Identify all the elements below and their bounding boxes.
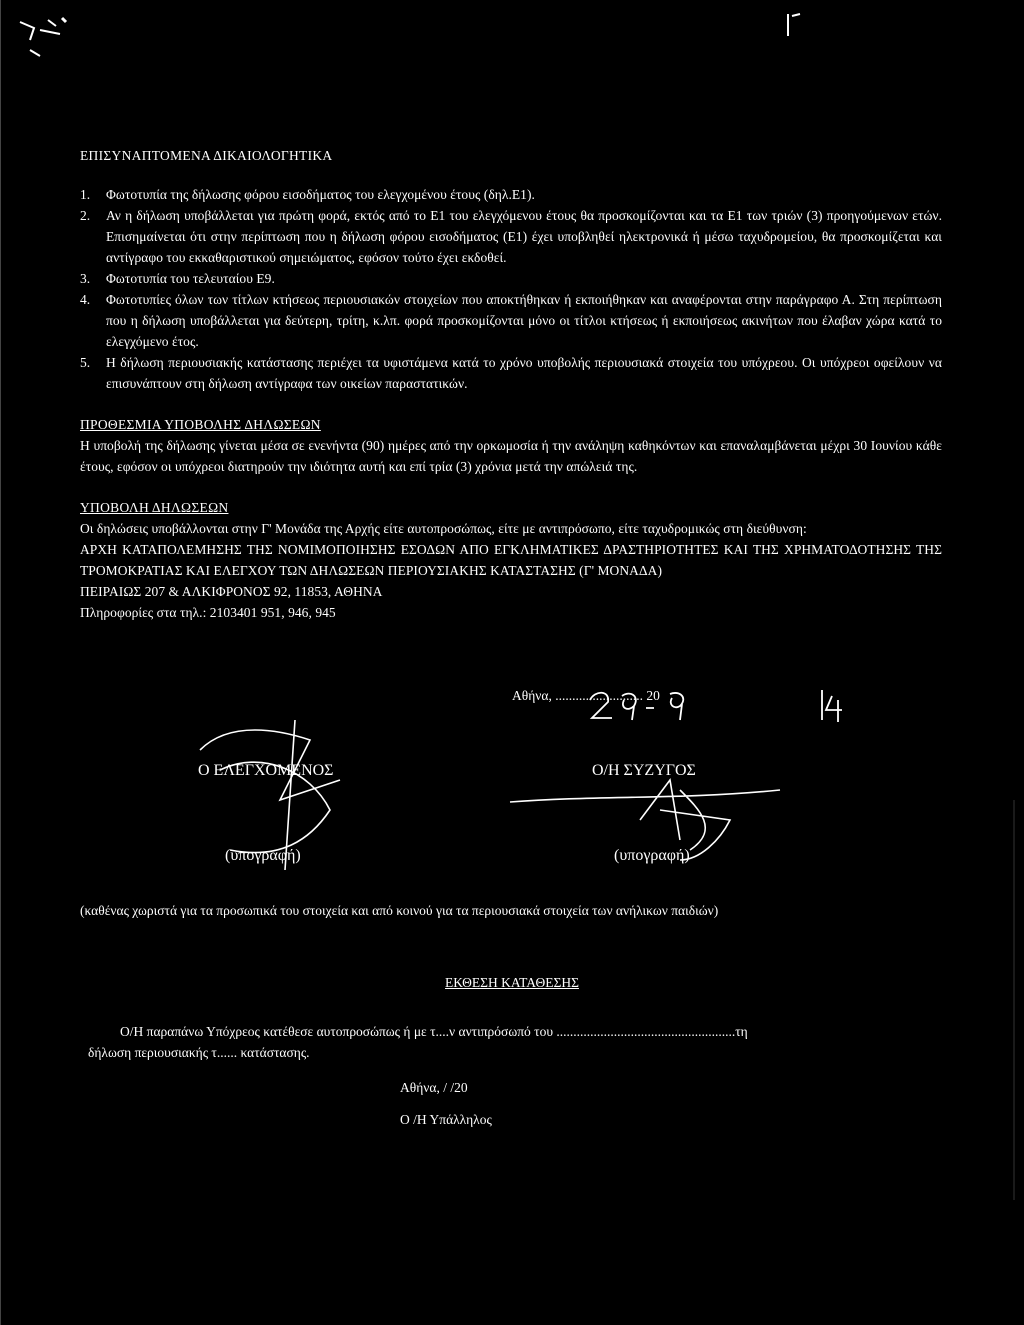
report-line-2: δήλωση περιουσιακής τ...... κατάστασης. — [88, 1045, 310, 1060]
document-body — [80, 145, 942, 643]
submission-section — [80, 497, 942, 623]
signature-area — [80, 660, 942, 880]
authority-phone: Πληροφορίες στα τηλ.: 2103401 951, 946, 945 — [80, 605, 336, 620]
list-item — [80, 184, 942, 205]
signature-date — [512, 688, 660, 704]
footnote: (καθένας χωριστά για τα προσωπικά του στοιχεία και από κοινού για τα περιουσιακά στοιχεία των ανήλικων παιδιών) — [80, 903, 719, 918]
submission-title: ΥΠΟΒΟΛΗ ΔΗΛΩΣΕΩΝ — [80, 500, 229, 515]
report-date: Αθήνα, / /20 — [400, 1080, 468, 1095]
list-item — [80, 352, 942, 394]
inspected-person-label: Ο ΕΛΕΓΧΟΜΕΝΟΣ — [198, 762, 334, 779]
date-dots: .......................... — [555, 688, 643, 703]
attachments-list — [80, 184, 942, 394]
list-item-number: 2. — [80, 208, 91, 223]
list-item-text: Φωτοτυπίες όλων των τίτλων κτήσεως περιουσιακών στοιχείων που αποκτήθηκαν ή εκποιήθηκαν και αναφέρονται στην παράγραφο Α. Στη περίπτωση που η δήλωση υποβάλλεται για δεύτερη, τρίτη, κ.λπ. φορά προσκομίζονται μόνο οι τίτλοι κτήσεως ή εκποιήσεως ακινήτων που έλαβαν χώρα κατά το ελεγχόμενο έτος. — [106, 292, 942, 349]
report-title: ΕΚΘΕΣΗ ΚΑΤΑΘΕΣΗΣ — [445, 975, 579, 990]
authority-address: ΠΕΙΡΑΙΩΣ 207 & ΑΛΚΙΦΡΟΝΟΣ 92, 11853, ΑΘΗΝΑ — [80, 584, 383, 599]
list-item-text: Φωτοτυπία της δήλωσης φόρου εισοδήματος του ελεγχομένου έτους (δηλ.Ε1). — [106, 187, 535, 202]
list-item — [80, 205, 942, 268]
list-item-text: Η δήλωση περιουσιακής κατάστασης περιέχει τα υφιστάμενα κατά το χρόνο υποβολής περιουσιακά στοιχεία του υπόχρεου. Οι υπόχρεοι οφείλουν να επισυνάπτουν στη δήλωση αντίγραφα των οικείων παραστατικών. — [106, 355, 942, 391]
report-line-1: Ο/Η παραπάνω Υπόχρεος κατέθεσε αυτοπροσώπως ή με τ....ν αντιπρόσωπό του .....................................................τη — [120, 1024, 748, 1039]
list-item-number: 4. — [80, 292, 91, 307]
list-item-text: Φωτοτυπία του τελευταίου Ε9. — [106, 271, 275, 286]
list-item-number: 1. — [80, 187, 91, 202]
submission-text: Οι δηλώσεις υποβάλλονται στην Γ' Μονάδα της Αρχής είτε αυτοπροσώπως, είτε με αντιπρόσωπο, είτε ταχυδρομικώς στη διεύθυνση: — [80, 521, 807, 536]
list-item — [80, 289, 942, 352]
list-item-number: 5. — [80, 355, 91, 370]
spouse-label: Ο/Η ΣΥΖΥΓΟΣ — [592, 762, 696, 779]
list-item — [80, 268, 942, 289]
attachments-title: ΕΠΙΣΥΝΑΠΤΟΜΕΝΑ ΔΙΚΑΙΟΛΟΓΗΤΙΚΑ — [80, 148, 333, 163]
date-prefix: Αθήνα, — [512, 688, 552, 703]
deadline-title: ΠΡΟΘΕΣΜΙΑ ΥΠΟΒΟΛΗΣ ΔΗΛΩΣΕΩΝ — [80, 417, 321, 432]
deadline-text: Η υποβολή της δήλωσης γίνεται μέσα σε ενενήντα (90) ημέρες από την ορκωμοσία ή την ανάληψη καθηκόντων και επαναλαμβάνεται μέχρι 30 Ιουνίου κάθε έτους, εφόσον οι υπόχρεοι διατηρούν την ιδιότητα αυτή και επί τρία (3) χρόνια μετά την απώλειά της. — [80, 438, 942, 474]
date-year-prefix: 20 — [646, 688, 660, 703]
authority-name: ΑΡΧΗ ΚΑΤΑΠΟΛΕΜΗΣΗΣ ΤΗΣ ΝΟΜΙΜΟΠΟΙΗΣΗΣ ΕΣΟΔΩΝ ΑΠΟ ΕΓΚΛΗΜΑΤΙΚΕΣ ΔΡΑΣΤΗΡΙΟΤΗΤΕΣ ΚΑΙ ΤΗΣ ΧΡΗΜΑΤΟΔΟΤΗΣΗΣ ΤΗΣ ΤΡΟΜΟΚΡΑΤΙΑΣ ΚΑΙ ΕΛΕΓΧΟΥ ΤΩΝ ΔΗΛΩΣΕΩΝ ΠΕΡΙΟΥΣΙΑΚΗΣ ΚΑΤΑΣΤΑΣΗΣ (Γ' ΜΟΝΑΔΑ) — [80, 542, 942, 578]
list-item-number: 3. — [80, 271, 91, 286]
report-officer: Ο /Η Υπάλληλος — [400, 1112, 492, 1127]
report-text — [88, 1021, 950, 1063]
list-item-text: Αν η δήλωση υποβάλλεται για πρώτη φορά, εκτός από το Ε1 του ελεγχόμενου έτους θα προσκομίζονται και τα Ε1 των τριών (3) προηγούμενων ετών. Επισημαίνεται ότι στην περίπτωση που η δήλωση φόρου εισοδήματος (Ε1) έχει υποβληθεί ηλεκτρονικά ή μέσω ταχυδρομείου, θα προσκομίζεται και αντίγραφο του εκκαθαριστικού σημειώματος, εφόσον τούτο έχει εκδοθεί. — [106, 208, 942, 265]
signature-label-right: (υπογραφή) — [614, 847, 690, 864]
signature-label-left: (υπογραφή) — [225, 847, 301, 864]
deadline-section — [80, 414, 942, 477]
